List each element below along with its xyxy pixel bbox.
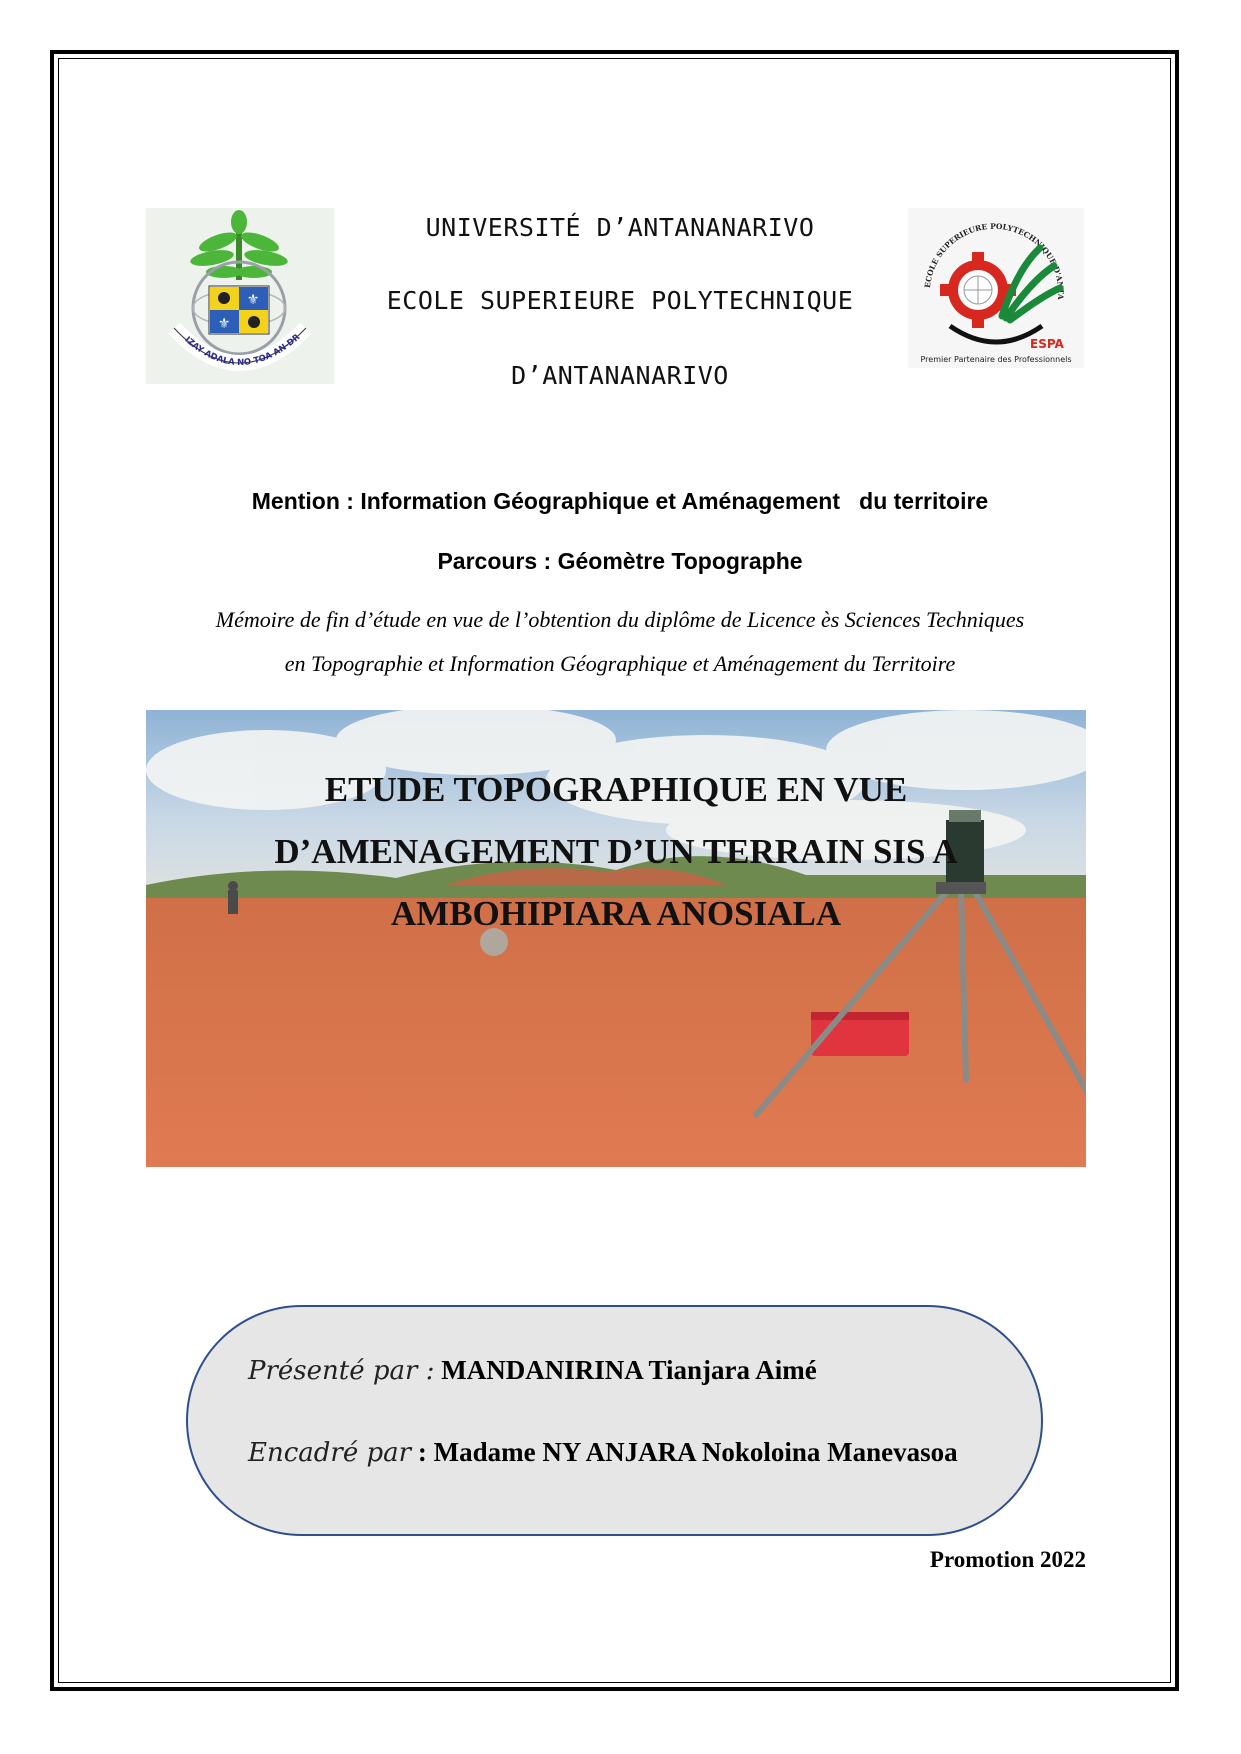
svg-text:ESPA: ESPA bbox=[1030, 337, 1064, 351]
mention: Mention : Information Géographique et Aménagement du territoire bbox=[251, 488, 989, 514]
school-city: D’ANTANANARIVO bbox=[511, 361, 729, 390]
supervisor-name: Madame NY ANJARA Nokoloina Manevasoa bbox=[433, 1437, 958, 1467]
memoire-statement-line-2: en Topographie et Information Géographique et Aménagement du Territoire bbox=[284, 651, 956, 676]
svg-text:IZAY ADALA NO TOA AN-DRANY: IZAY ADALA NO TOA AN-DR bbox=[182, 332, 303, 369]
svg-text:ECOLE SUPERIEURE POLYTECHNIQUE: ECOLE SUPERIEURE POLYTECHNIQUE D'ANTA bbox=[922, 221, 1066, 300]
svg-text:⚜: ⚜ bbox=[217, 316, 231, 332]
presented-by bbox=[248, 1355, 817, 1386]
supervised-separator: : bbox=[411, 1437, 434, 1467]
supervised-by bbox=[248, 1437, 958, 1468]
parcours: Parcours : Géomètre Topographe bbox=[437, 548, 803, 574]
thesis-title-line-2: D’AMENAGEMENT D’UN TERRAIN SIS A bbox=[274, 832, 958, 871]
author-name: MANDANIRINA Tianjara Aimé bbox=[441, 1355, 817, 1385]
svg-text:Premier Partenaire des Profess: Premier Partenaire des Professionnels bbox=[920, 355, 1072, 364]
thesis-title-line-1: ETUDE TOPOGRAPHIQUE EN VUE bbox=[324, 770, 908, 809]
university-logo bbox=[146, 208, 334, 384]
author-box bbox=[186, 1305, 1043, 1536]
supervised-label: Encadré par bbox=[248, 1438, 412, 1468]
presented-label: Présenté par : bbox=[248, 1356, 435, 1386]
svg-text:⚜: ⚜ bbox=[246, 292, 260, 308]
promotion-year: Promotion 2022 bbox=[929, 1547, 1086, 1572]
school-name: ECOLE SUPERIEURE POLYTECHNIQUE bbox=[386, 286, 854, 315]
thesis-title-line-3: AMBOHIPIARA ANOSIALA bbox=[390, 894, 842, 933]
espa-logo bbox=[908, 208, 1084, 368]
memoire-statement-line-1: Mémoire de fin d’étude en vue de l’obtention du diplôme de Licence ès Sciences Techniques bbox=[215, 607, 1025, 632]
cover-photo bbox=[146, 710, 1086, 1167]
university-name: UNIVERSITÉ D’ANTANANARIVO bbox=[425, 213, 815, 242]
